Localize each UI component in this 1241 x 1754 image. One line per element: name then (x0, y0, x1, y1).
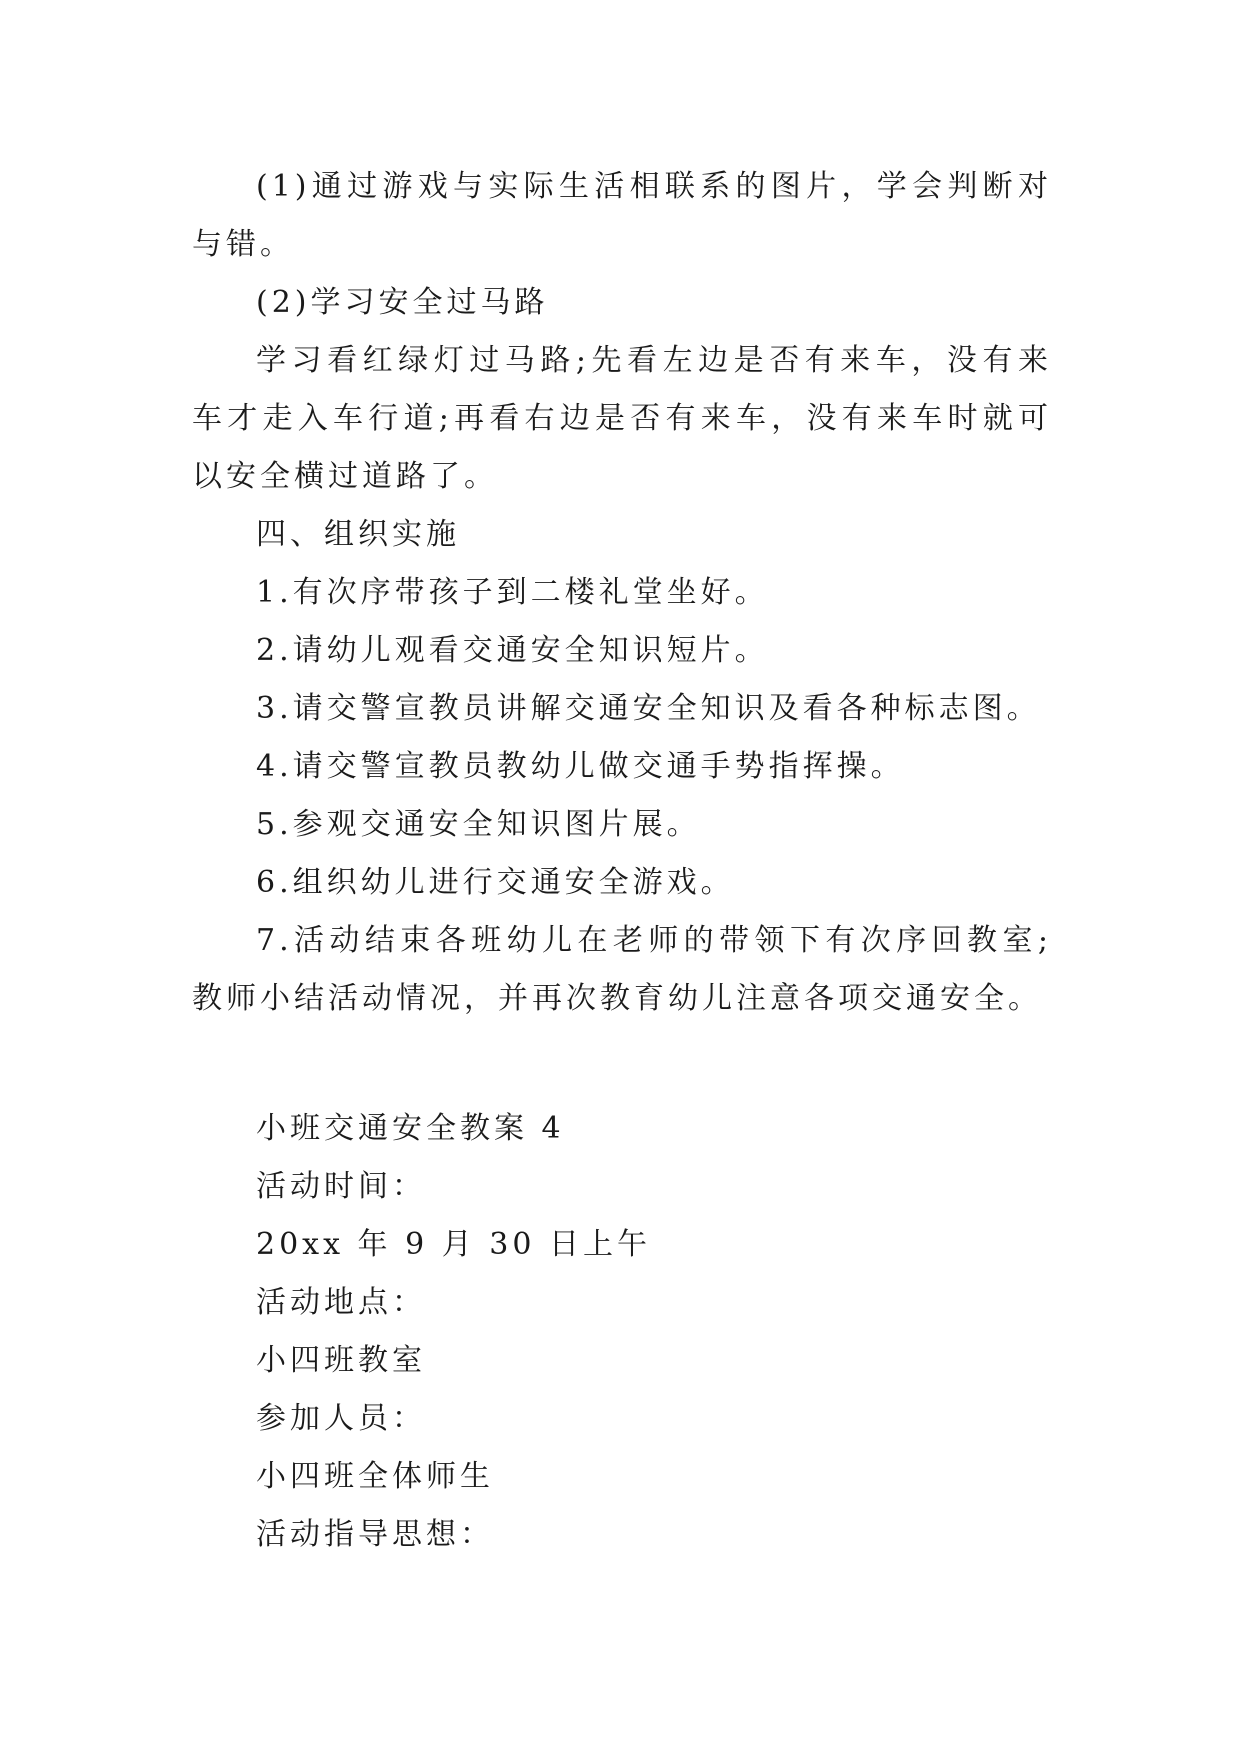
list-item-6: 6.组织幼儿进行交通安全游戏。 (256, 865, 735, 900)
activity-time-value: 20xx 年 9 月 30 日上午 (256, 1227, 651, 1262)
list-item-3: 3.请交警宣教员讲解交通安全知识及看各种标志图。 (256, 691, 1041, 726)
guiding-idea-label: 活动指导思想： (256, 1517, 494, 1552)
list-item-7: 7.活动结束各班幼儿在老师的带领下有次序回教室;教师小结活动情况，并再次教育幼儿注意各项交通安全。 (192, 923, 1052, 1016)
activity-time-label: 活动时间： (256, 1169, 426, 1204)
list-item-5: 5.参观交通安全知识图片展。 (256, 807, 701, 842)
document-body-part-2 (192, 1100, 1052, 1564)
lesson-title: 小班交通安全教案 4 (256, 1111, 565, 1146)
list-item-2: 2.请幼儿观看交通安全知识短片。 (256, 633, 769, 668)
paragraph-cross-road-heading: (2)学习安全过马路 (256, 285, 549, 320)
participants-value: 小四班全体师生 (256, 1459, 494, 1494)
list-item-4: 4.请交警宣教员教幼儿做交通手势指挥操。 (256, 749, 905, 784)
activity-location-label: 活动地点： (256, 1285, 426, 1320)
section-heading-implementation: 四、组织实施 (256, 517, 460, 552)
list-item-1: 1.有次序带孩子到二楼礼堂坐好。 (256, 575, 769, 610)
activity-location-value: 小四班教室 (256, 1343, 426, 1378)
participants-label: 参加人员： (256, 1401, 426, 1436)
paragraph-game-pictures: (1)通过游戏与实际生活相联系的图片，学会判断对与错。 (192, 169, 1052, 262)
paragraph-traffic-light: 学习看红绿灯过马路;先看左边是否有来车，没有来车才走入车行道;再看右边是否有来车，没有来车时就可以安全横过道路了。 (192, 343, 1052, 494)
document-body-part-1 (192, 158, 1052, 1028)
